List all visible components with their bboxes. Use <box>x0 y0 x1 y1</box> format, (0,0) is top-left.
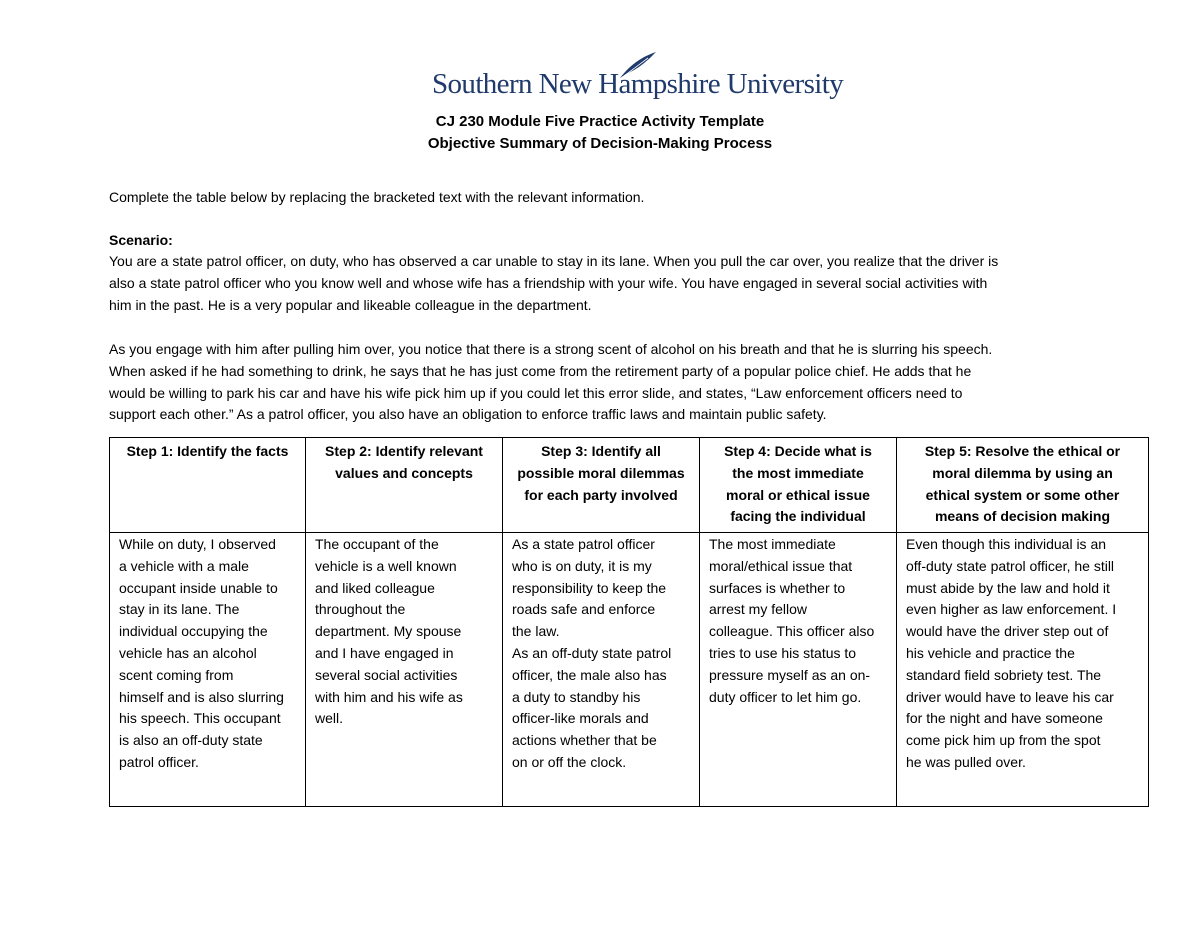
cell-line: his speech. This occupant <box>119 710 281 727</box>
cell-line: surfaces is whether to <box>709 579 846 596</box>
cell-line: even higher as law enforcement. I <box>906 601 1117 618</box>
scenario-label: Scenario: <box>109 232 173 248</box>
cell-line: individual occupying the <box>119 623 268 640</box>
header-line: ethical system or some other <box>925 486 1120 503</box>
scenario-line: When asked if he had something to drink, he says that he has just come from the retirement party of a popular police chief. He adds that he <box>109 362 972 379</box>
cell-line: roads safe and enforce <box>512 601 656 618</box>
cell-line: he was pulled over. <box>906 753 1026 770</box>
header-line: Step 1: Identify the facts <box>126 443 289 459</box>
table-row <box>110 533 1149 807</box>
cell-line: department. My spouse <box>315 623 462 640</box>
cell-line: While on duty, I observed <box>119 536 276 552</box>
cell-line: several social activities <box>315 666 458 683</box>
cell-line: responsibility to keep the <box>512 579 667 596</box>
table-header-row <box>110 438 1149 533</box>
column-header-step-3 <box>503 438 700 533</box>
cell-line: stay in its lane. The <box>119 601 240 618</box>
cell-line: well. <box>315 710 344 727</box>
cell-line: is also an off-duty state <box>119 732 263 749</box>
cell-line: who is on duty, it is my <box>512 557 652 574</box>
cell-line: must abide by the law and hold it <box>906 579 1110 596</box>
header-line: values and concepts <box>335 464 473 481</box>
cell-line: The most immediate <box>709 536 836 552</box>
cell-line: vehicle has an alcohol <box>119 644 257 661</box>
cell-line: occupant inside unable to <box>119 579 278 596</box>
cell-line: for the night and have someone <box>906 710 1103 727</box>
cell-line: officer, the male also has <box>512 666 667 683</box>
cell-line: Even though this individual is an <box>906 536 1107 552</box>
header-line: Step 3: Identify all <box>541 443 661 459</box>
cell-line: come pick him up from the spot <box>906 732 1101 749</box>
cell-line: off-duty state patrol officer, he still <box>906 557 1115 574</box>
cell-line: pressure myself as an on- <box>709 666 871 683</box>
table-cell-step-5 <box>897 533 1149 807</box>
column-header-step-1 <box>110 438 306 533</box>
cell-line: a vehicle with a male <box>119 557 249 574</box>
page-subtitle: Objective Summary of Decision-Making Process <box>427 135 773 152</box>
cell-line: As a state patrol officer <box>512 536 655 552</box>
instructions: Complete the table below by replacing the bracketed text with the relevant information. <box>109 189 645 205</box>
feather-icon <box>618 50 658 80</box>
header-line: Step 2: Identify relevant <box>325 443 483 459</box>
header-line: for each party involved <box>524 486 678 503</box>
scenario-line: You are a state patrol officer, on duty, who has observed a car unable to stay in its lane. When you pull the car over, you realize that the driver is <box>109 253 999 269</box>
cell-line: would have the driver step out of <box>906 623 1109 640</box>
header-line: means of decision making <box>934 508 1111 525</box>
column-header-step-2 <box>306 438 503 533</box>
cell-line: and I have engaged in <box>315 644 454 661</box>
cell-line: arrest my fellow <box>709 601 808 618</box>
scenario-line: support each other.” As a patrol officer, you also have an obligation to enforce traffic laws and maintain public safety. <box>109 406 827 423</box>
cell-line: vehicle is a well known <box>315 557 457 574</box>
cell-line: driver would have to leave his car <box>906 688 1114 705</box>
scenario-line: him in the past. He is a very popular and likeable colleague in the department. <box>109 296 592 313</box>
header-line: Step 5: Resolve the ethical or <box>924 443 1121 459</box>
cell-line: on or off the clock. <box>512 753 627 770</box>
cell-line: scent coming from <box>119 666 234 683</box>
header-line: moral or ethical issue <box>726 486 870 503</box>
cell-line: standard field sobriety test. The <box>906 666 1102 683</box>
university-logo <box>430 50 844 110</box>
column-header-step-4 <box>700 438 897 533</box>
scenario-paragraph-2 <box>109 339 1109 426</box>
cell-line: with him and his wife as <box>315 688 463 705</box>
page-title: CJ 230 Module Five Practice Activity Template <box>435 113 765 130</box>
cell-line: a duty to standby his <box>512 688 641 705</box>
university-name: Southern New Hampshire University <box>432 68 844 100</box>
scenario-paragraph-1 <box>109 251 1109 316</box>
header-line: moral dilemma by using an <box>932 464 1113 481</box>
cell-line: moral/ethical issue that <box>709 557 853 574</box>
cell-line: duty officer to let him go. <box>709 688 862 705</box>
cell-line: and liked colleague <box>315 579 435 596</box>
table-cell-step-4 <box>700 533 897 807</box>
header-line: the most immediate <box>732 464 864 481</box>
header-line: Step 4: Decide what is <box>724 443 872 459</box>
cell-line: The occupant of the <box>315 536 439 552</box>
scenario-line: As you engage with him after pulling him over, you notice that there is a strong scent of alcohol on his breath and that he is slurring his speech. <box>109 341 993 357</box>
cell-line: throughout the <box>315 601 406 618</box>
header-line: facing the individual <box>730 508 866 525</box>
header-line: possible moral dilemmas <box>517 464 685 481</box>
table-cell-step-2 <box>306 533 503 807</box>
scenario-line: would be willing to park his car and have his wife pick him up if you could let this error slide, and states, “Law enforcement officers need to <box>109 384 963 401</box>
cell-line: officer-like morals and <box>512 710 649 727</box>
table-cell-step-1 <box>110 533 306 807</box>
decision-table <box>109 437 1149 807</box>
column-header-step-5 <box>897 438 1149 533</box>
scenario-line: also a state patrol officer who you know well and whose wife has a friendship with your wife. You have engaged in several social activities with <box>109 274 988 291</box>
cell-line: himself and is also slurring <box>119 688 284 705</box>
cell-line: patrol officer. <box>119 753 199 770</box>
cell-line: actions whether that be <box>512 732 657 749</box>
cell-line: tries to use his status to <box>709 644 857 661</box>
cell-line: colleague. This officer also <box>709 623 875 640</box>
cell-line: his vehicle and practice the <box>906 644 1075 661</box>
table-cell-step-3 <box>503 533 700 807</box>
cell-line: As an off-duty state patrol <box>512 644 672 661</box>
cell-line: the law. <box>512 623 560 640</box>
